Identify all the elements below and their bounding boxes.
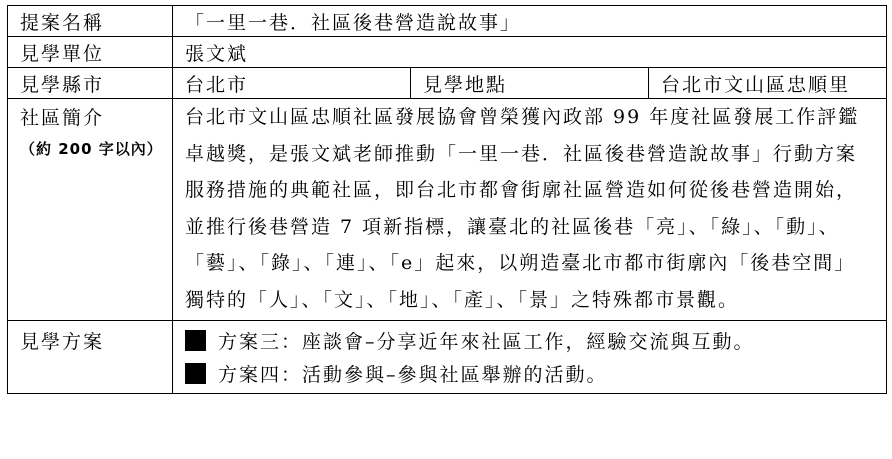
- location-value: 台北市文山區忠順里: [649, 68, 887, 99]
- proposal-info-table: [7, 5, 887, 394]
- plan-item-text: 方案三：座談會–分享近年來社區工作，經驗交流與互動。: [218, 331, 755, 353]
- intro-text: 台北市文山區忠順社區發展協會曾榮獲內政部 99 年度社區發展工作評鑑卓越獎，是張文斌老師推動「一里一巷．社區後巷營造說故事」行動方案服務措施的典範社區，即台北市都會街廓社區營造如何從後巷營造開始，並推行後巷營造 7 項新指標，讓臺北的社區後巷「亮」、「綠」、「動」、「藝」、「錄」、「連」、「e」起來，以朔造臺北市都市街廓內「後巷空間」獨特的「人」、「文」、「地」、「產」、「景」之特殊都市景觀。: [173, 99, 887, 321]
- plan-item-text: 方案四：活動參與–參與社區舉辦的活動。: [218, 364, 608, 386]
- unit-row: [8, 37, 887, 68]
- checkbox-filled-icon: [185, 330, 206, 351]
- unit-label: 見學單位: [8, 37, 173, 68]
- intro-row: [8, 99, 887, 321]
- plan-item: [185, 357, 886, 390]
- intro-label: 社區簡介: [20, 107, 105, 129]
- checkbox-filled-icon: [185, 363, 206, 384]
- unit-value: 張文斌: [173, 37, 887, 68]
- location-label: 見學地點: [411, 68, 649, 99]
- plan-row: [8, 321, 887, 394]
- intro-label-cell: [8, 99, 173, 321]
- proposal-row: [8, 6, 887, 37]
- plan-item: [185, 324, 886, 357]
- county-label: 見學縣市: [8, 68, 173, 99]
- plan-label: 見學方案: [8, 321, 173, 394]
- intro-note: （約 200 字以內）: [20, 140, 163, 158]
- proposal-value: 「一里一巷．社區後巷營造說故事」: [173, 6, 887, 37]
- county-value: 台北市: [173, 68, 411, 99]
- county-row: [8, 68, 887, 99]
- plan-list: [173, 321, 887, 394]
- proposal-label: 提案名稱: [8, 6, 173, 37]
